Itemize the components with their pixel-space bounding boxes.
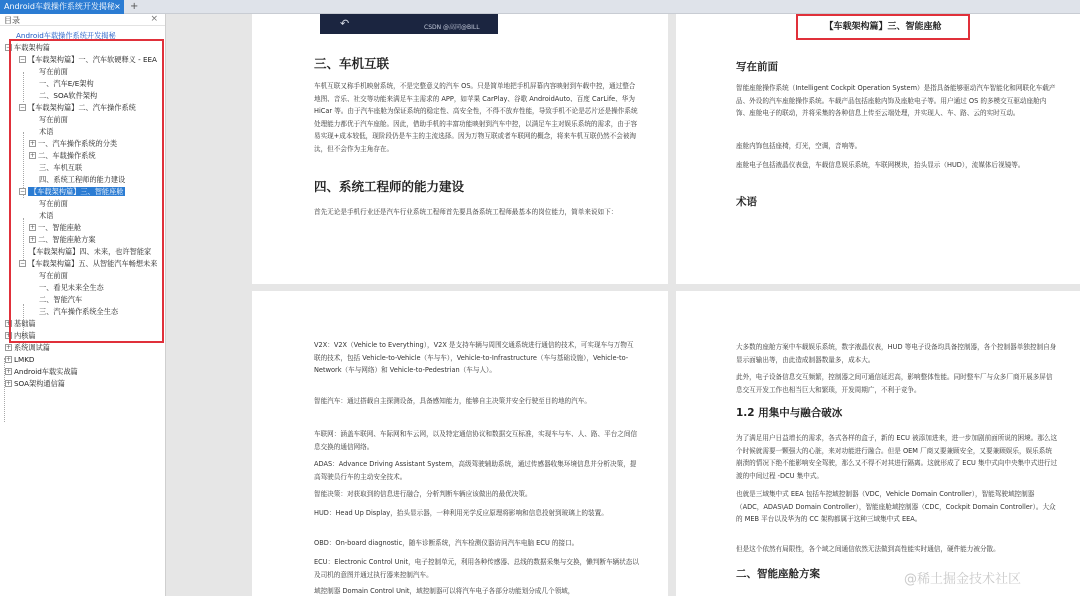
expand-icon[interactable]: + [6,380,12,387]
heading-preface: 写在前面 [736,61,778,73]
paragraph-v2x: V2X：V2X（Vehicle to Everything），V2X 是支持车辆与周围交通系统进行通信的技术，可实现车与万物互联的技术，包括 Vehicle-to-Vehicle（车与车），Vehicle-to-Infrastructure（车与基础设施），Vehicle-to-Network（车与网络）和 Vehicle-to-Pedestrian（车与人）。 [314,341,634,375]
paragraph-dcu: 域控制器 Domain Control Unit，域控制器可以将汽车电子各部分功能划分成几个领域， [314,587,575,595]
outline-item-label: 【车载架构篇】一、汽车软硬释义 - EEA [28,55,157,64]
outline-item-label: 二、SOA软件架构 [39,91,98,100]
outline-item-label: 车载架构篇 [14,43,50,52]
paragraph-limitation: 但是这个依然有局限性，各个域之间通信依然无法做到高性能实时通信，硬件能力被分散。 [736,545,1000,553]
paragraph-controllers: 大多数的座舱方案中车载娱乐系统，数字液晶仪表，HUD 等电子设备均具备控制器，各个控制器单独控制自身显示面输出等，由此造成制器数量多，成本大。 [736,343,1057,364]
expand-icon[interactable]: + [30,140,36,147]
back-arrow-icon: ↶ [340,17,350,30]
paragraph-iov: 车联网：涵盖车联网、车际网和车云网，以及特定通信协议和数据交互标准，实现车与车、人、路、平台之间信息交换的通信网络。 [314,430,638,451]
outline-item-label: 二、车载操作系统 [38,151,96,160]
outline-item-label: 【车载架构篇】三、智能座舱 [30,187,124,196]
outline-item-label: 三、车机互联 [39,163,83,172]
outline-item-label: 一、看见未来全生态 [39,283,104,292]
heading-scheme: 二、智能座舱方案 [736,568,820,580]
watermark: @稀土掘金技术社区 [904,572,1022,587]
expand-icon[interactable]: + [30,224,36,231]
expand-icon[interactable]: + [30,152,36,159]
outline-item-label: 术语 [39,211,54,220]
collapse-icon[interactable]: − [20,188,26,195]
outline-item-label: 一、汽车E/E架构 [39,79,94,88]
outline-item-label: 写在前面 [39,115,68,124]
new-tab-icon[interactable]: + [130,1,139,12]
outline-item-label: 术语 [39,127,54,136]
outline-item-label: Android车载操作系统开发揭秘 [16,31,116,40]
paragraph-adas: ADAS：Advance Driving Assistant System，高级驾驶辅助系统，通过传感器收集环境信息并分析决策，提高驾驶员行车的主动安全技术。 [314,460,637,481]
paragraph-integration: 为了满足用户日益增长的需求，各式各样的盒子，新的 ECU 被添加进来，进一步加剧前面所说的困境。那么这个时候就需要一颗强大的心脏，来对功能进行融合。但是 OEM 厂商又要兼顾安全，又要兼顾娱乐，娱乐系统崩溃的情况下绝不能影响安全驾驶，那么又不得不对其进行隔离。这就形成了 ECU 集中式向中央集中式进行过渡的中间过程 -DCU 集中式。 [736,434,1058,480]
paragraph-ecu: ECU：Electronic Control Unit，电子控制单元，利用各种传感器、总线的数据采集与交换，懒判断车辆状态以及司机的意图并通过执行器来控制汽车。 [314,558,639,579]
chapter-title-box: 【车载架构篇】三、智能座舱 [796,14,970,40]
paragraph-smart-car: 智能汽车：通过搭载自主探测设备，具备感知能力，能够自主决策并安全行驶至目的地的汽车。 [314,397,591,405]
outline-item-label: 一、汽车操作系统的分类 [38,139,118,148]
paragraph-interior: 座舱内饰包括座椅，灯光，空调，音响等。 [736,142,862,150]
outline-item-section[interactable] [5,354,34,366]
outline-item-label: 一、智能座舱 [38,223,82,232]
outline-item-label: 写在前面 [39,67,68,76]
outline-item-label: 系统调试篇 [14,343,50,352]
heading-engineer: 四、系统工程师的能力建设 [314,179,465,194]
outline-item-label: 四、系统工程师的能力建设 [39,175,126,184]
outline-highlight-box [9,39,164,343]
collapse-icon[interactable]: − [6,44,12,51]
paragraph-hud: HUD：Head Up Display，抬头显示器，一种利用光学反应原理将影响和信息投射到玻璃上的装置。 [314,509,608,517]
expand-icon[interactable]: + [6,368,12,375]
outline-item-section[interactable] [5,366,78,378]
paragraph-engineer: 首先无论是手机行业还是汽车行业系统工程师首先要具备系统工程师最基本的岗位能力，简单来说如下： [314,208,618,216]
outline-title: 目录 [4,16,20,25]
expand-icon[interactable]: + [6,356,12,363]
expand-icon[interactable]: + [6,332,12,339]
outline-item-section[interactable] [5,342,50,354]
outline-item-label: 内核篇 [14,331,36,340]
embedded-image [320,14,498,34]
collapse-icon[interactable]: − [20,56,26,63]
outline-panel [0,14,166,596]
outline-item-label: 基础篇 [14,319,36,328]
outline-close-icon[interactable]: × [150,14,158,24]
collapse-icon[interactable]: − [20,260,26,267]
expand-icon[interactable]: + [6,320,12,327]
document-tab[interactable] [0,0,124,14]
outline-item-label: 【车载架构篇】二、汽车操作系统 [28,103,136,112]
document-page-1 [252,14,668,284]
paragraph-car-link: 车机互联又称手机映射系统，不是完整意义的汽车 OS。只是简单地把手机屏幕内容映射到车载中控，通过整合地图、音乐、社交等功能来满足车主需求的 APP，如苹果 CarPlay、谷歌 AndroidAuto、百度 CarLife、华为 HiCar 等。由于汽车座舱为保证系统的稳定性、高安全性，不得不放弃性能，导致手机不论是芯片还是操作系统处理能力都优于汽车座舱。因此，借助手机的丰富功能映射到汽车中控，以满足车主对娱乐系统的需求，由于容易实现+成本较低，现阶段仍是车主的主流选择。因为万物互联或者车联网的概念，将来车机互联仍然不会被淘汰，但不会作为主角存在。 [314,82,638,153]
collapse-icon[interactable]: − [20,104,26,111]
paragraph-electronics: 座舱电子包括液晶仪表盘，车载信息娱乐系统，车联网模块，抬头显示（HUD），流媒体后视镜等。 [736,161,1025,169]
outline-item-label: Android车载实战篇 [14,367,78,376]
paragraph-obd: OBD：On-board diagnostic，随车诊断系统，汽车检测仪器访问汽车电脑 ECU 的接口。 [314,539,579,547]
paragraph-decision: 智能决策：对获取到的信息进行融合，分析判断车辆应该做出的最优决策。 [314,490,532,498]
heading-car-link: 三、车机互联 [314,56,390,71]
paragraph-latency: 此外，电子设备信息交互频繁，控制器之间可通信延迟高，影响整体性能。同时整车厂与众多厂商开展多屏信息交互开发工作也相当巨大和繁琐，开发周期广，不利于竞争。 [736,373,1053,394]
expand-icon[interactable]: + [30,236,36,243]
document-page-3 [252,291,668,596]
outline-item-label: 二、智能座舱方案 [38,235,96,244]
outline-item-label: 【车载架构篇】四、未来，也许智能家 [29,247,152,256]
outline-header [0,14,165,26]
document-tab-title: Android车载操作系统开发揭秘 [4,2,115,11]
outline-item-label: LMKD [14,355,35,364]
document-page-4 [676,291,1080,596]
outline-item-label: 【车载架构篇】五、从智能汽车畅想未来 [28,259,158,268]
heading-integration: 1.2 用集中与融合破冰 [736,407,843,419]
outline-item-section[interactable] [5,378,65,390]
paragraph-intro: 智能座舱操作系统（Intelligent Cockpit Operation System）是指具备能够驱动汽车智能化和网联化车载产品、外设的汽车座舱操作系统。车载产品包括座舱内饰及座舱电子等。用户通过 OS 的多模交互驱动座舱内饰、座舱电子的联动，并将采集的各种信息上传至云端处理，并实现人、车、路、云的实时互动。 [736,84,1056,118]
expand-icon[interactable]: + [6,344,12,351]
outline-item-label: 三、汽车操作系统全生态 [39,307,119,316]
outline-item-label: SOA架构通信篇 [14,379,65,388]
paragraph-domains: 也就是三域集中式 EEA 包括车控域控制器（VDC，Vehicle Domain Controller），智能驾驶域控制器（ADC，ADAS\AD Domain Controller），智能座舱域控制器（CDC，Cockpit Domain Controller）。大众的 MEB 平台以及华为的 CC 架构都属于这种三域集中式 EEA。 [736,490,1056,524]
tab-strip [0,0,1080,14]
outline-item-label: 二、智能汽车 [39,295,83,304]
heading-terms: 术语 [736,196,757,208]
outline-item-label: 写在前面 [39,199,68,208]
close-tab-icon[interactable]: × [114,2,121,11]
image-caption: CSDN @高同@BILL [424,24,480,31]
outline-item-label: 写在前面 [39,271,68,280]
document-page-2 [676,14,1080,284]
